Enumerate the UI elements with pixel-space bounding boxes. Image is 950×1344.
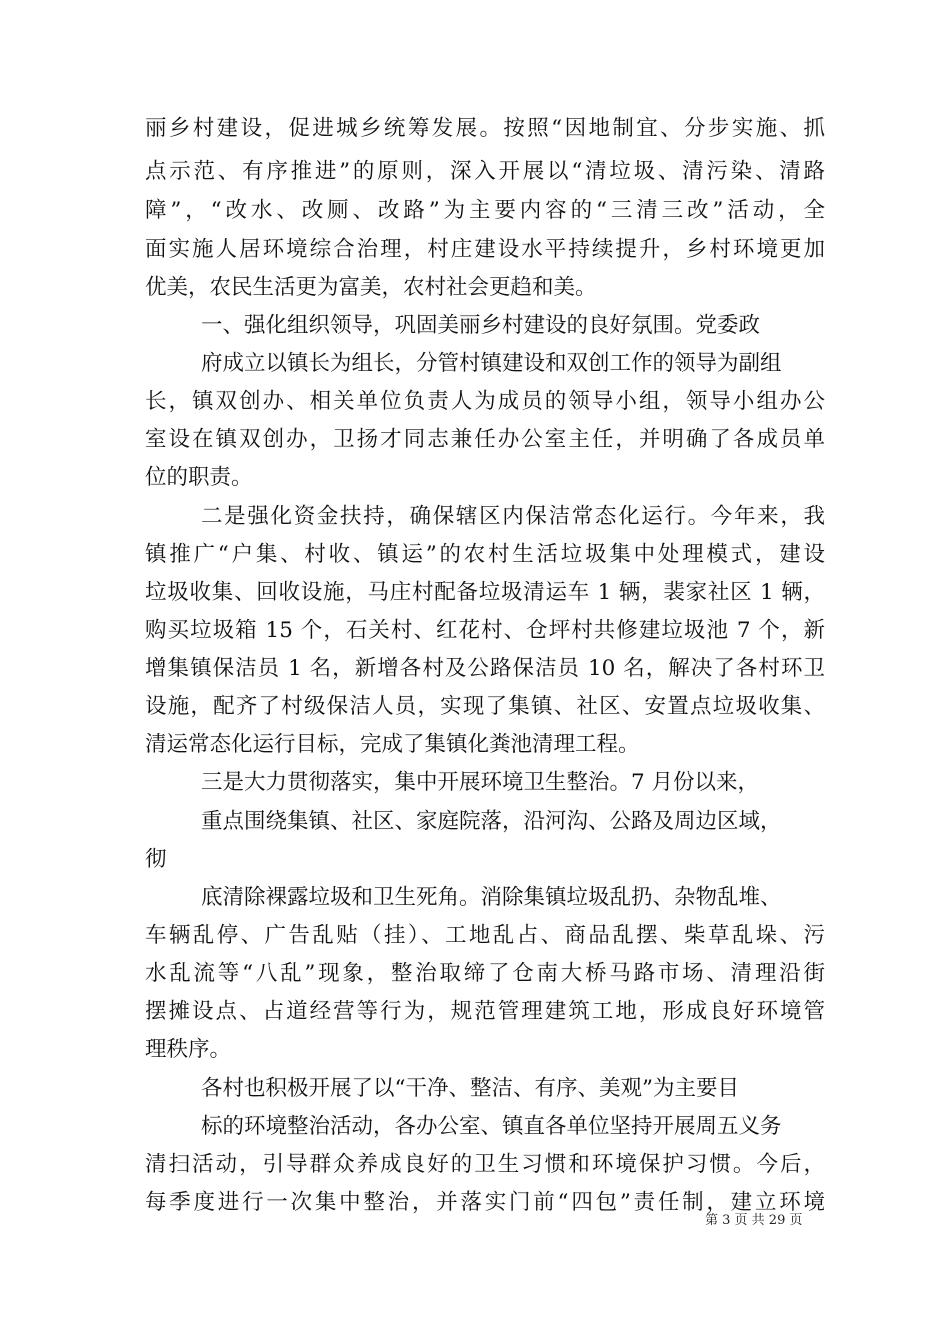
text-line: 彻 xyxy=(145,847,167,872)
text-line: 设施，配齐了村级保洁人员，实现了集镇、社区、安置点垃圾收集、 xyxy=(145,694,825,719)
text-line: 三是大力贯彻落实，集中开展环境卫生整治。7 月份以来， xyxy=(201,770,760,795)
text-line: 清扫活动，引导群众养成良好的卫生习惯和环境保护习惯。今后， xyxy=(145,1152,825,1177)
text-line: 府成立以镇长为组长，分管村镇建设和双创工作的领导为副组 xyxy=(201,351,782,376)
text-line: 重点围绕集镇、社区、家庭院落，沿河沟、公路及周边区域， xyxy=(201,809,782,834)
text-line: 各村也积极开展了以“干净、整洁、有序、美观”为主要目 xyxy=(201,1076,739,1101)
text-line: 镇推广“户集、村收、镇运”的农村生活垃圾集中处理模式，建设 xyxy=(145,542,825,567)
text-line: 点示范、有序推进”的原则，深入开展以“清垃圾、清污染、清路 xyxy=(145,159,825,184)
text-line: 购买垃圾箱 15 个，石关村、红花村、仓坪村共修建垃圾池 7 个，新 xyxy=(145,618,825,643)
text-line: 每季度进行一次集中整治，并落实门前“四包”责任制，建立环境 xyxy=(145,1190,825,1215)
text-line: 清运常态化运行目标，完成了集镇化粪池清理工程。 xyxy=(145,732,640,757)
text-line: 一、强化组织领导，巩固美丽乡村建设的良好氛围。党委政 xyxy=(201,313,761,338)
text-line: 标的环境整治活动，各办公室、镇直各单位坚持开展周五义务 xyxy=(201,1114,782,1139)
text-line: 丽乡村建设，促进城乡统筹发展。按照“因地制宜、分步实施、抓 xyxy=(145,116,825,141)
text-line: 室设在镇双创办，卫扬才同志兼任办公室主任，并明确了各成员单 xyxy=(145,427,825,452)
text-line: 水乱流等“八乱”现象，整治取缔了仓南大桥马路市场、清理沿街 xyxy=(145,961,825,986)
text-line: 位的职责。 xyxy=(145,465,253,490)
text-line: 垃圾收集、回收设施，马庄村配备垃圾清运车 1 辆，裴家社区 1 辆， xyxy=(145,580,825,605)
text-line: 摆摊设点、占道经营等行为，规范管理建筑工地，形成良好环境管 xyxy=(145,999,825,1024)
text-line: 优美，农民生活更为富美，农村社会更趋和美。 xyxy=(145,275,597,300)
text-line: 二是强化资金扶持，确保辖区内保洁常态化运行。今年来，我 xyxy=(201,504,825,529)
page-number-footer: 第 3 页 共 29 页 xyxy=(705,1213,803,1228)
text-line: 车辆乱停、广告乱贴（挂）、工地乱占、商品乱摆、柴草乱垛、污 xyxy=(145,923,825,948)
text-line: 面实施人居环境综合治理，村庄建设水平持续提升，乡村环境更加 xyxy=(145,237,825,262)
text-line: 增集镇保洁员 1 名，新增各村及公路保洁员 10 名，解决了各村环卫 xyxy=(145,656,825,681)
text-line: 理秩序。 xyxy=(145,1037,232,1062)
text-line: 障”，“改水、改厕、改路”为主要内容的“三清三改”活动，全 xyxy=(145,198,825,223)
text-line: 底清除裸露垃圾和卫生死角。消除集镇垃圾乱扔、杂物乱堆、 xyxy=(201,885,782,910)
text-line: 长，镇双创办、相关单位负责人为成员的领导小组，领导小组办公 xyxy=(145,389,825,414)
